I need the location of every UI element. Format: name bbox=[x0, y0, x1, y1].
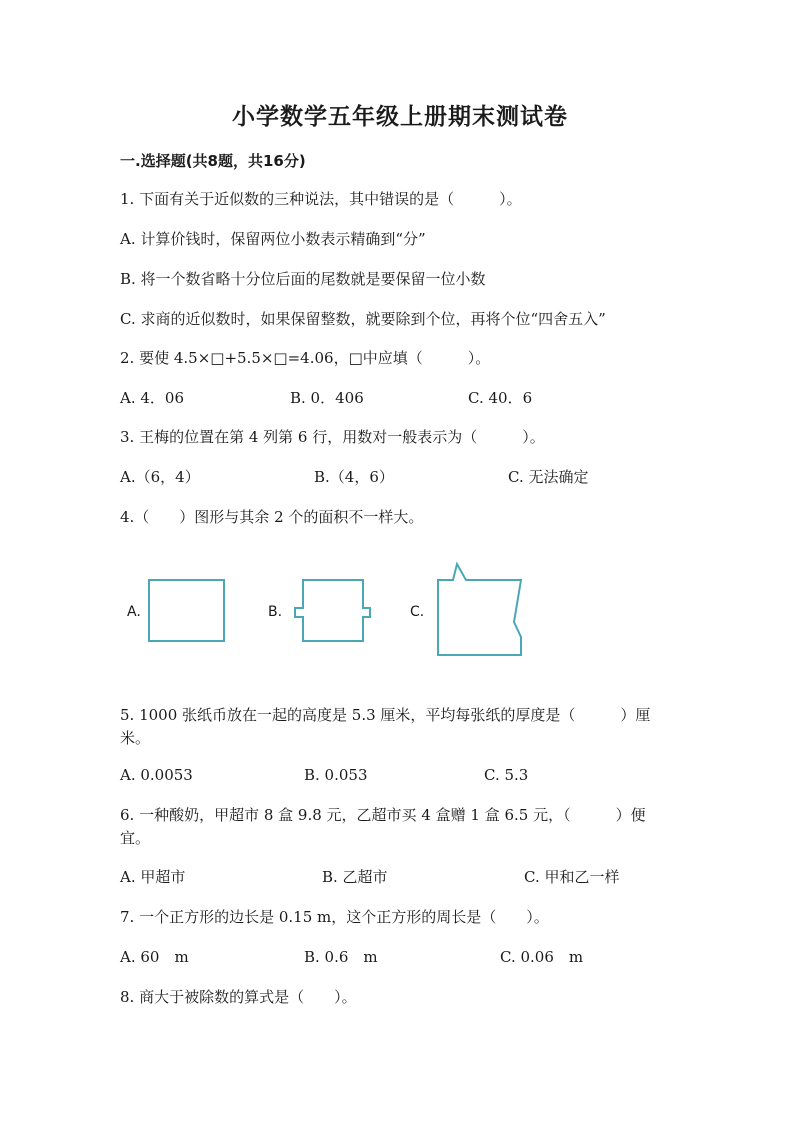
question-1-option-c: C. 求商的近似数时，如果保留整数，就要除到个位，再将个位“四舍五入” bbox=[120, 310, 606, 328]
question-4-stem: 4.（ ）图形与其余 2 个的面积不一样大。 bbox=[120, 508, 424, 526]
question-7-option-b: B. 0.6 m bbox=[304, 948, 378, 966]
question-8-stem: 8. 商大于被除数的算式是（ ）。 bbox=[120, 988, 357, 1006]
question-7-option-a: A. 60 m bbox=[120, 948, 189, 966]
question-3-stem: 3. 王梅的位置在第 4 列第 6 行，用数对一般表示为（ ）。 bbox=[120, 428, 545, 446]
question-7-option-c: C. 0.06 m bbox=[500, 948, 584, 966]
question-7-stem: 7. 一个正方形的边长是 0.15 m，这个正方形的周长是（ ）。 bbox=[120, 908, 549, 926]
question-6-stem: 6. 一种酸奶，甲超市 8 盒 9.8 元，乙超市买 4 盒赠 1 盒 6.5 元，（ ）便宜。 bbox=[120, 806, 646, 847]
figure-c-label: C. bbox=[410, 604, 425, 620]
question-3-option-a: A.（6，4） bbox=[120, 468, 200, 486]
question-5-option-c: C. 5.3 bbox=[484, 766, 529, 784]
question-2-option-c: C. 40．6 bbox=[468, 389, 533, 407]
figures-svg bbox=[120, 560, 540, 660]
question-6-option-b: B. 乙超市 bbox=[322, 868, 388, 886]
figure-a-rectangle bbox=[149, 580, 224, 641]
figure-c-irregular-shape bbox=[438, 564, 521, 655]
figure-a-label: A. bbox=[127, 604, 141, 620]
question-2-option-a: A. 4．06 bbox=[120, 389, 184, 407]
question-6-option-c: C. 甲和乙一样 bbox=[524, 868, 620, 886]
section-heading: 一.选择题(共8题，共16分) bbox=[120, 152, 306, 170]
question-4-figures bbox=[120, 560, 540, 660]
question-5-stem: 5. 1000 张纸币放在一起的高度是 5.3 厘米，平均每张纸的厚度是（ ）厘米。 bbox=[120, 706, 651, 747]
question-5-option-b: B. 0.053 bbox=[304, 766, 368, 784]
question-1-option-a: A. 计算价钱时，保留两位小数表示精确到“分” bbox=[120, 230, 426, 248]
question-3-option-b: B.（4，6） bbox=[314, 468, 394, 486]
question-3-option-c: C. 无法确定 bbox=[508, 468, 589, 486]
figure-b-notched-shape bbox=[295, 580, 370, 641]
figure-b-label: B. bbox=[268, 604, 283, 620]
question-2-stem: 2. 要使 4.5×□+5.5×□=4.06，□中应填（ ）。 bbox=[120, 349, 491, 367]
question-1-stem: 1. 下面有关于近似数的三种说法，其中错误的是（ ）。 bbox=[120, 190, 522, 208]
question-5-option-a: A. 0.0053 bbox=[120, 766, 193, 784]
question-1-option-b: B. 将一个数省略十分位后面的尾数就是要保留一位小数 bbox=[120, 270, 486, 288]
page-title: 小学数学五年级上册期末测试卷 bbox=[232, 104, 568, 130]
question-6-option-a: A. 甲超市 bbox=[120, 868, 186, 886]
question-2-option-b: B. 0．406 bbox=[290, 389, 364, 407]
